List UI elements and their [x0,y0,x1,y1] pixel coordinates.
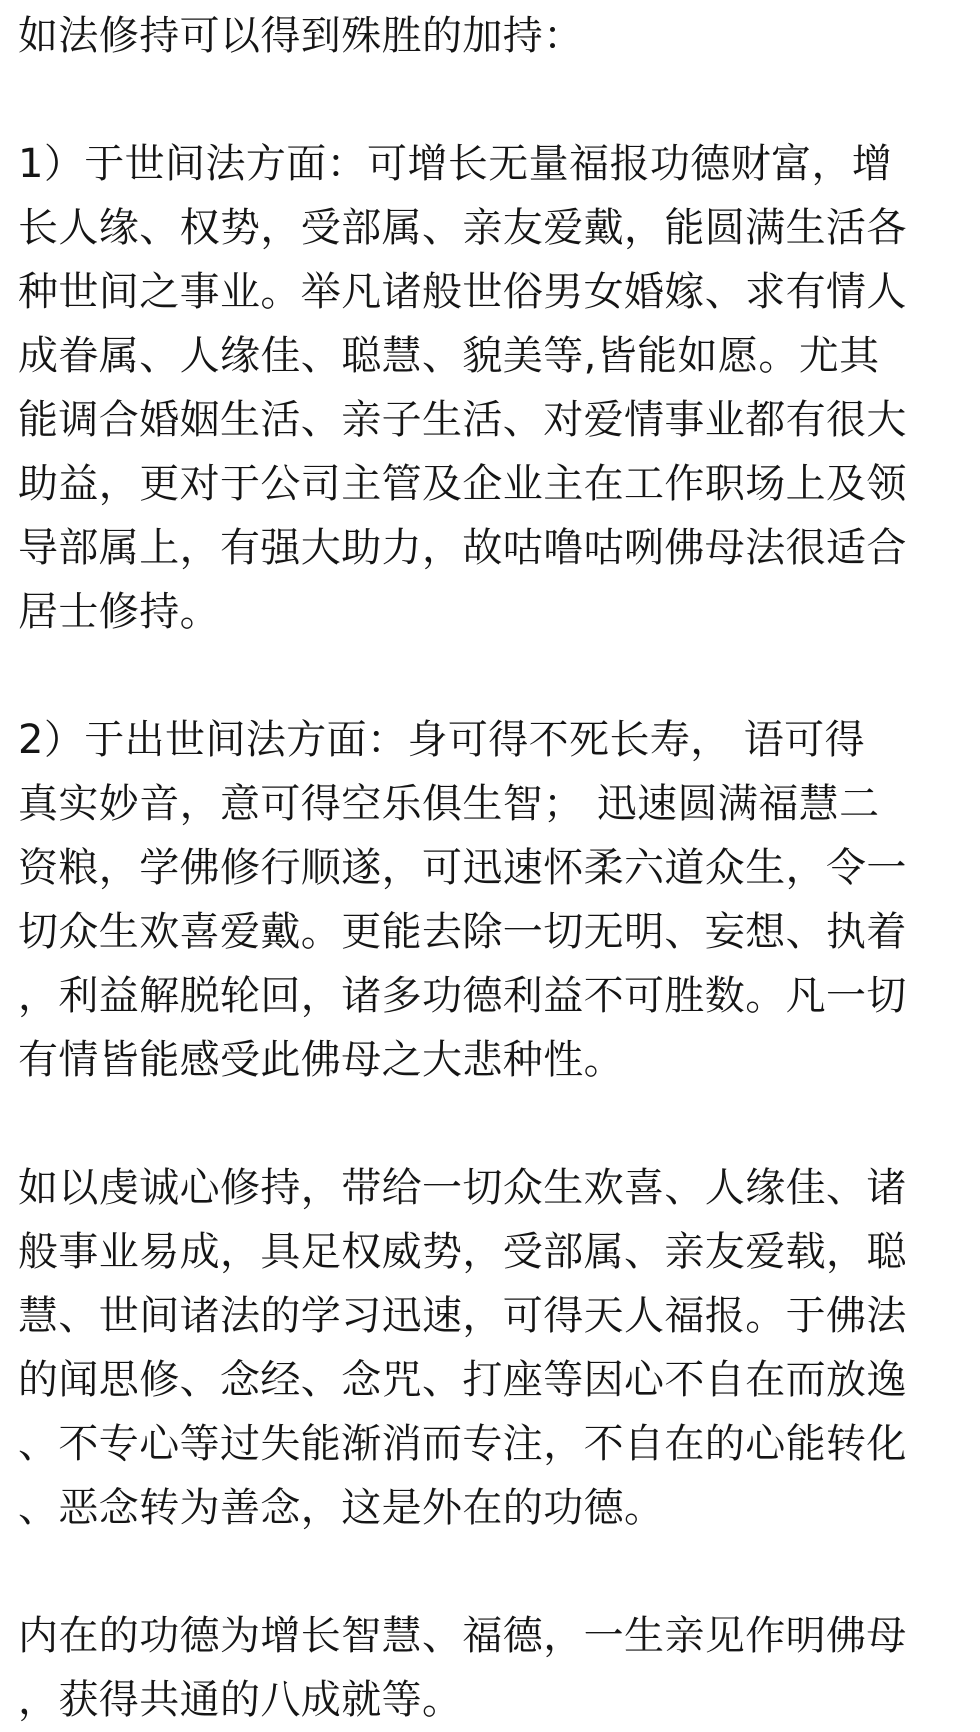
text-line: 2）于出世间法方面：身可得不死长寿， 语可得 [18,717,865,763]
text-line: 内在的功德为增长智慧、福德，一生亲见作明佛母 [18,1613,907,1659]
section-external-merits [18,1156,980,1540]
text-line: 能调合婚姻生活、亲子生活、对爱情事业都有很大 [18,397,907,443]
text-line: 般事业易成，具足权威势，受部属、亲友爱载，聪 [18,1229,907,1275]
section-worldly-benefits [18,132,980,644]
text-line: 有情皆能感受此佛母之大悲种性。 [18,1037,624,1083]
text-line: 慧、世间诸法的学习迅速，可得天人福报。于佛法 [18,1293,907,1339]
text-line: 1）于世间法方面：可增长无量福报功德财富，增 [18,141,893,187]
text-line: 居士修持。 [18,589,220,635]
paragraph-gap [18,68,980,132]
text-line: 成眷属、人缘佳、聪慧、貌美等,皆能如愿。尤其 [18,333,880,379]
text-line: ，获得共通的八成就等。 [18,1677,463,1723]
intro-line: 如法修持可以得到殊胜的加持： [18,13,584,59]
paragraph-gap [18,644,980,708]
text-line: 资粮，学佛修行顺遂，可迅速怀柔六道众生，令一 [18,845,907,891]
text-line: 助益，更对于公司主管及企业主在工作职场上及领 [18,461,907,507]
text-line: 切众生欢喜爱戴。更能去除一切无明、妄想、执着 [18,909,907,955]
text-line: 长人缘、权势，受部属、亲友爱戴，能圆满生活各 [18,205,907,251]
text-line: ，利益解脱轮回，诸多功德利益不可胜数。凡一切 [18,973,907,1019]
paragraph-gap [18,1540,980,1604]
text-line: 导部属上，有强大助力，故咕噜咕咧佛母法很适合 [18,525,907,571]
paragraph-gap [18,1092,980,1156]
text-line: 真实妙音，意可得空乐俱生智； 迅速圆满福慧二 [18,781,880,827]
section-transcendent-benefits [18,708,980,1092]
text-line: 、恶念转为善念，这是外在的功德。 [18,1485,665,1531]
section-internal-merits [18,1604,980,1732]
text-line: 的闻思修、念经、念咒、打座等因心不自在而放逸 [18,1357,907,1403]
text-line: 种世间之事业。举凡诸般世俗男女婚嫁、求有情人 [18,269,907,315]
text-line: 如以虔诚心修持，带给一切众生欢喜、人缘佳、诸 [18,1165,907,1211]
text-line: 、不专心等过失能渐消而专注，不自在的心能转化 [18,1421,907,1467]
